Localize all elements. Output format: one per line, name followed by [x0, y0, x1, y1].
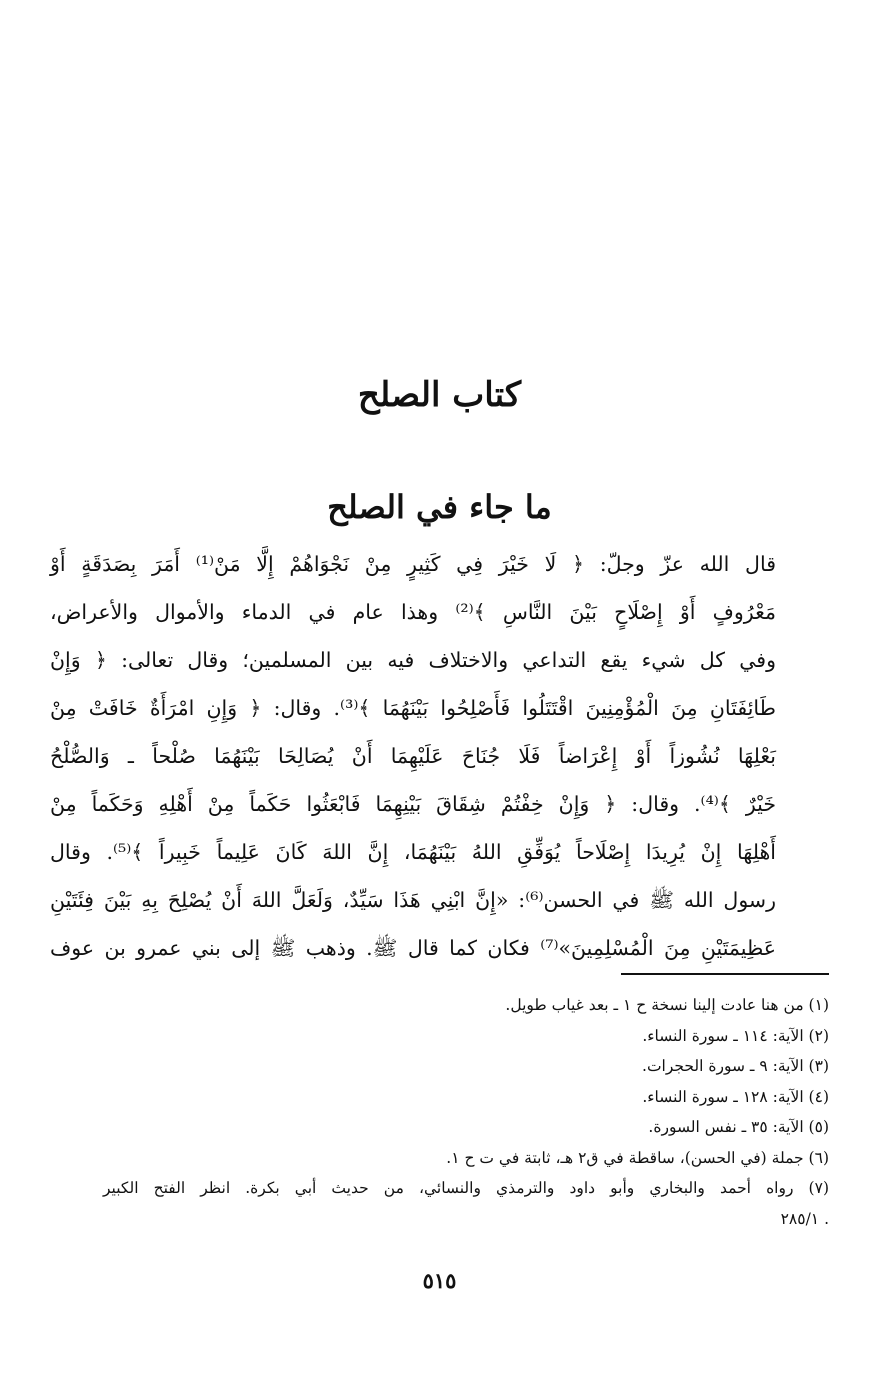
body-line: وفي كل شيء يقع التداعي والاختلاف فيه بين المسلمين؛ وقال تعالى: ﴿ وَإِنْ: [50, 648, 776, 672]
footnote-separator: [621, 973, 829, 975]
chapter-title: ما جاء في الصلح: [327, 488, 552, 526]
footnotes: [103, 990, 829, 1234]
body-line: خَيْرٌ ﴾⁽⁴⁾. وقال: ﴿ وَإِنْ خِفْتُمْ شِقَاقَ بَيْنِهِمَا فَابْعَثُوا حَكَماً مِنْ أَهْلِهِ وَحَكَماً مِنْ: [50, 792, 776, 816]
footnote: (٦) جملة (في الحسن)، ساقطة في ق٢ هـ، ثابتة في ت ح ١.: [446, 1148, 829, 1167]
book-title: كتاب الصلح: [357, 375, 522, 415]
body-line: بَعْلِهَا نُشُوزاً أَوْ إِعْرَاضاً فَلَا جُنَاحَ عَلَيْهِمَا أَنْ يُصَالِحَا بَيْنَهُمَا صُلْحاً ـ وَالصُّلْحُ: [50, 744, 776, 768]
footnote: (٤) الآية: ١٢٨ ـ سورة النساء.: [642, 1087, 829, 1106]
footnote: (٧) رواه أحمد والبخاري وأبو داود والترمذي والنسائي، من حديث أبي بكرة. انظر الفتح الكبير: [103, 1179, 829, 1197]
footnote: (١) من هنا عادت إلينا نسخة ح ١ ـ بعد غياب طويل.: [505, 996, 829, 1014]
body-line: مَعْرُوفٍ أَوْ إِصْلَاحٍ بَيْنَ النَّاسِ ﴾⁽²⁾ وهذا عام في الدماء والأموال والأعراض،: [50, 600, 776, 624]
body-line: طَائِفَتَانِ مِنَ الْمُؤْمِنِينَ اقْتَتَلُوا فَأَصْلِحُوا بَيْنَهُمَا ﴾⁽³⁾. وقال: ﴿ وَإِنِ امْرَأَةٌ خَافَتْ مِنْ: [50, 696, 776, 720]
page-number: ٥١٥: [422, 1268, 457, 1293]
body-line: عَظِيمَتَيْنِ مِنَ الْمُسْلِمِينَ»⁽⁷⁾ فكان كما قال ﷺ. وذهب ﷺ إلى بني عمرو بن عوف: [50, 936, 776, 960]
footnote-continuation: . ٢٨٥/١: [780, 1209, 829, 1228]
footnote: (٣) الآية: ٩ ـ سورة الحجرات.: [642, 1057, 829, 1075]
body-line: رسول الله ﷺ في الحسن⁽⁶⁾: «إِنَّ ابْنِي هَذَا سَيِّدٌ، وَلَعَلَّ اللهَ أَنْ يُصْلِحَ بِهِ بَيْنَ فِئَتَيْنِ: [50, 888, 776, 912]
body-line: قال الله عزّ وجلّ: ﴿ لَا خَيْرَ فِي كَثِيرٍ مِنْ نَجْوَاهُمْ إِلَّا مَنْ⁽¹⁾ أَمَرَ بِصَدَقَةٍ أَوْ: [50, 552, 776, 576]
footnote: (٥) الآية: ٣٥ ـ نفس السورة.: [648, 1118, 829, 1136]
body-line: أَهْلِهَا إِنْ يُرِيدَا إِصْلَاحاً يُوَفِّقِ اللهُ بَيْنَهُمَا، إِنَّ اللهَ كَانَ عَلِيماً خَبِيراً ﴾⁽⁵⁾. وقال: [50, 840, 776, 864]
body-text: [50, 540, 776, 972]
footnote: (٢) الآية: ١١٤ ـ سورة النساء.: [642, 1026, 829, 1045]
